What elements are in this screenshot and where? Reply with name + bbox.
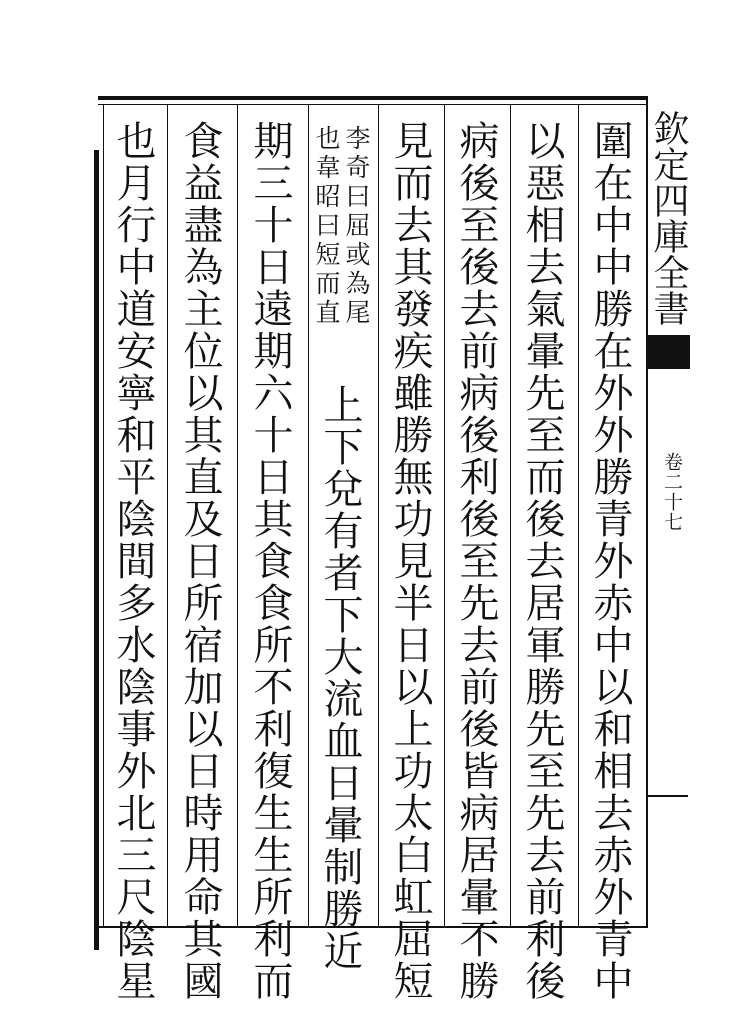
commentary-a-text: 李奇曰屈或為尾 [342,125,371,328]
text-column-4-text: 見而去其發疾雖勝無功見半日以上功太白虹屈短 [387,120,433,1002]
text-column-4 [387,120,434,1002]
text-column-1-text: 圍在中中勝在外外勝青外赤中以和相去赤外青中 [587,120,633,1002]
top-border-outer [98,96,646,100]
text-column-6-text: 期三十日遠期六十日其食食所不利復生生所利而 [247,120,293,1002]
commentary-column-b [314,125,342,328]
text-column-5 [317,384,364,972]
text-column-5-text: 上下兌有者下大流血日暈制勝近 [317,384,363,972]
column-divider [578,104,579,926]
text-column-8 [110,120,157,1002]
top-border-inner [98,104,646,105]
column-divider [237,104,238,926]
text-column-6 [247,120,294,1002]
left-border-thick [94,150,99,950]
fishtail-mark [646,335,690,369]
text-column-2-text: 以惡相去氣暈先至而後去居軍勝先至先去前利後 [519,120,565,1002]
spine-title-text: 欽定四庫全書 [648,110,689,326]
spine-juan [662,452,692,532]
spine-title [650,110,700,326]
text-column-3 [453,120,500,1002]
text-column-7-text: 食益盡為主位以其直及日所宿加以日時用命其國 [177,120,223,1002]
column-divider [510,104,511,926]
text-column-1 [587,120,634,1002]
commentary-column-a [344,125,372,328]
column-divider [167,104,168,926]
left-border-thin [103,104,104,928]
column-divider [308,104,309,926]
spine-juan-text: 卷二十七 [661,452,683,532]
column-divider [378,104,379,926]
column-divider [444,104,445,926]
text-column-3-text: 病後至後去前病後利後至先去前後皆病居暈不勝 [453,120,499,1002]
text-column-2 [519,120,566,1002]
spine-lower-rule [648,795,688,797]
commentary-b-text: 也韋昭曰短而直 [312,125,341,328]
text-column-8-text: 也月行中道安寧和平陰間多水陰事外北三尺陰星 [110,120,156,1002]
text-column-7 [177,120,224,1002]
